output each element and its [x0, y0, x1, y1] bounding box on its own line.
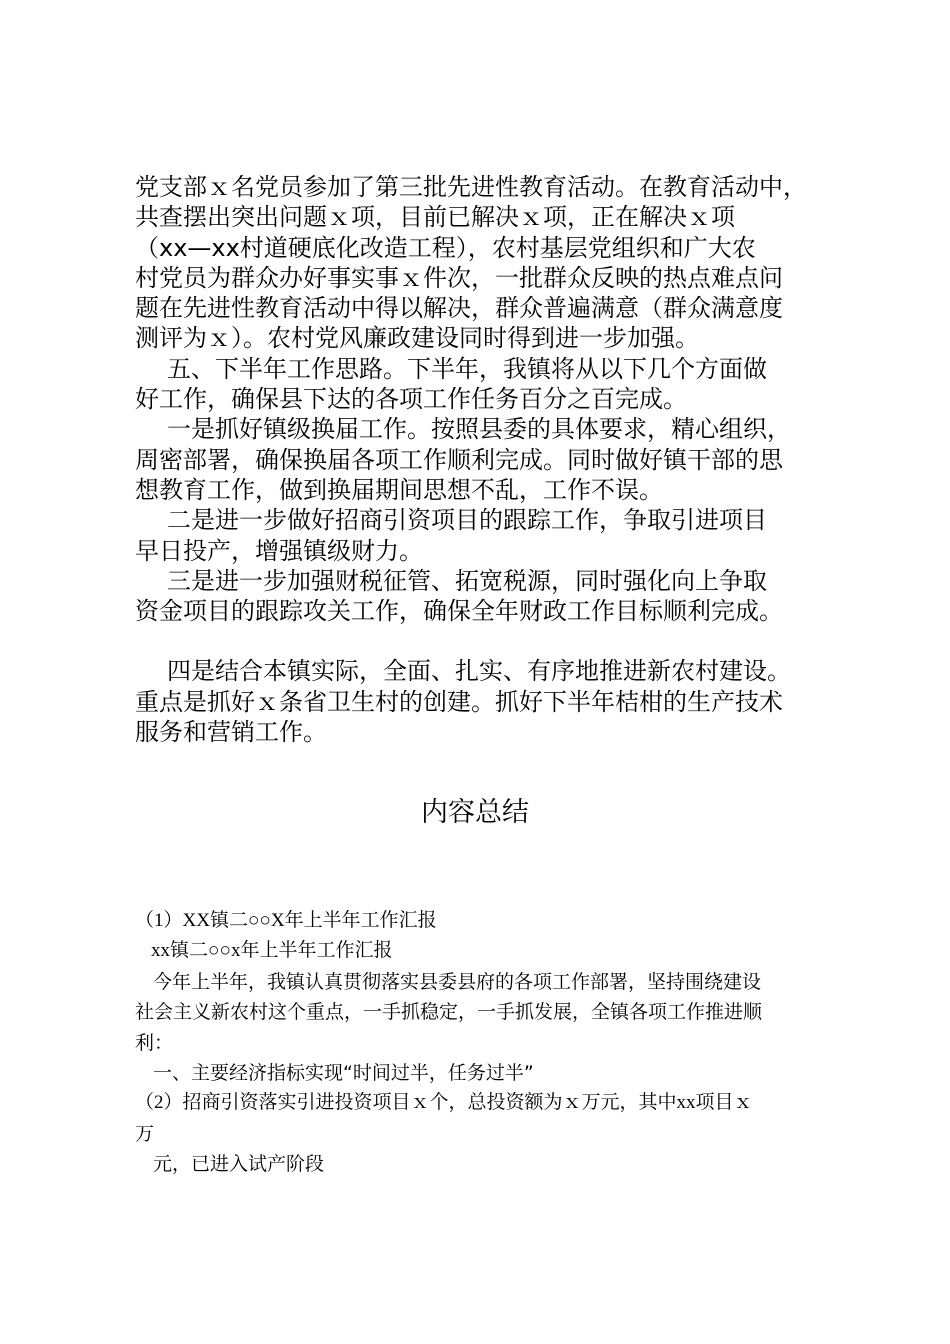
body-line: 村党员为群众办好事实事ｘ件次，一批群众反映的热点难点问	[135, 263, 783, 292]
summary-line: xx镇二○○x年上半年工作汇报	[151, 940, 393, 962]
body-line: 三是进一步加强财税征管、拓宽税源，同时强化向上争取	[167, 566, 767, 595]
body-line: 四是结合本镇实际，全面、扎实、有序地推进新农村建设。	[167, 657, 791, 686]
body-line: 早日投产，增强镇级财力。	[135, 536, 423, 565]
summary-line: 万	[135, 1122, 155, 1145]
summary-line: （2）招商引资落实引进投资项目ｘ个，总投资额为ｘ万元，其中xx项目ｘ	[135, 1092, 753, 1114]
summary-heading: 内容总结	[421, 797, 529, 828]
body-line: 资金项目的跟踪攻关工作，确保全年财政工作目标顺利完成。	[135, 597, 783, 626]
body-line: 一是抓好镇级换届工作。按照县委的具体要求，精心组织，	[167, 415, 791, 444]
body-line: 题在先进性教育活动中得以解决，群众普遍满意（群众满意度	[135, 294, 783, 323]
summary-line: 一、主要经济指标实现“时间过半，任务过半”	[153, 1061, 534, 1084]
summary-line: 元，已进入试产阶段	[153, 1153, 325, 1176]
body-line: 共查摆出突出问题ｘ项，目前已解决ｘ项，正在解决ｘ项	[135, 203, 735, 232]
summary-line: （1）XX镇二○○X年上半年工作汇报	[135, 910, 437, 931]
body-line: （xx—xx村道硬底化改造工程），农村基层党组织和广大农	[135, 233, 756, 262]
body-line: 重点是抓好ｘ条省卫生村的创建。抓好下半年桔柑的生产技术	[135, 687, 783, 716]
body-line: 想教育工作，做到换届期间思想不乱，工作不误。	[135, 475, 663, 504]
body-line: 服务和营销工作。	[135, 718, 327, 747]
body-line: 好工作，确保县下达的各项工作任务百分之百完成。	[135, 385, 687, 414]
summary-section	[135, 906, 835, 1180]
body-line: 五、下半年工作思路。下半年，我镇将从以下几个方面做	[167, 354, 767, 383]
summary-line: 社会主义新农村这个重点，一手抓稳定，一手抓发展，全镇各项工作推进顺	[135, 1001, 763, 1024]
body-line: 党支部ｘ名党员参加了第三批先进性教育活动。在教育活动中，	[135, 173, 807, 201]
summary-line: 今年上半年，我镇认真贯彻落实县委县府的各项工作部署，坚持围绕建设	[153, 970, 762, 993]
body-line: 测评为ｘ）。农村党风廉政建设同时得到进一步加强。	[135, 324, 699, 353]
body-line: 周密部署，确保换届各项工作顺利完成。同时做好镇干部的思	[135, 445, 783, 474]
paragraph-gap	[135, 626, 835, 656]
summary-line: 利：	[135, 1031, 174, 1054]
body-line: 二是进一步做好招商引资项目的跟踪工作，争取引进项目	[167, 506, 767, 535]
main-body-text	[135, 172, 835, 747]
